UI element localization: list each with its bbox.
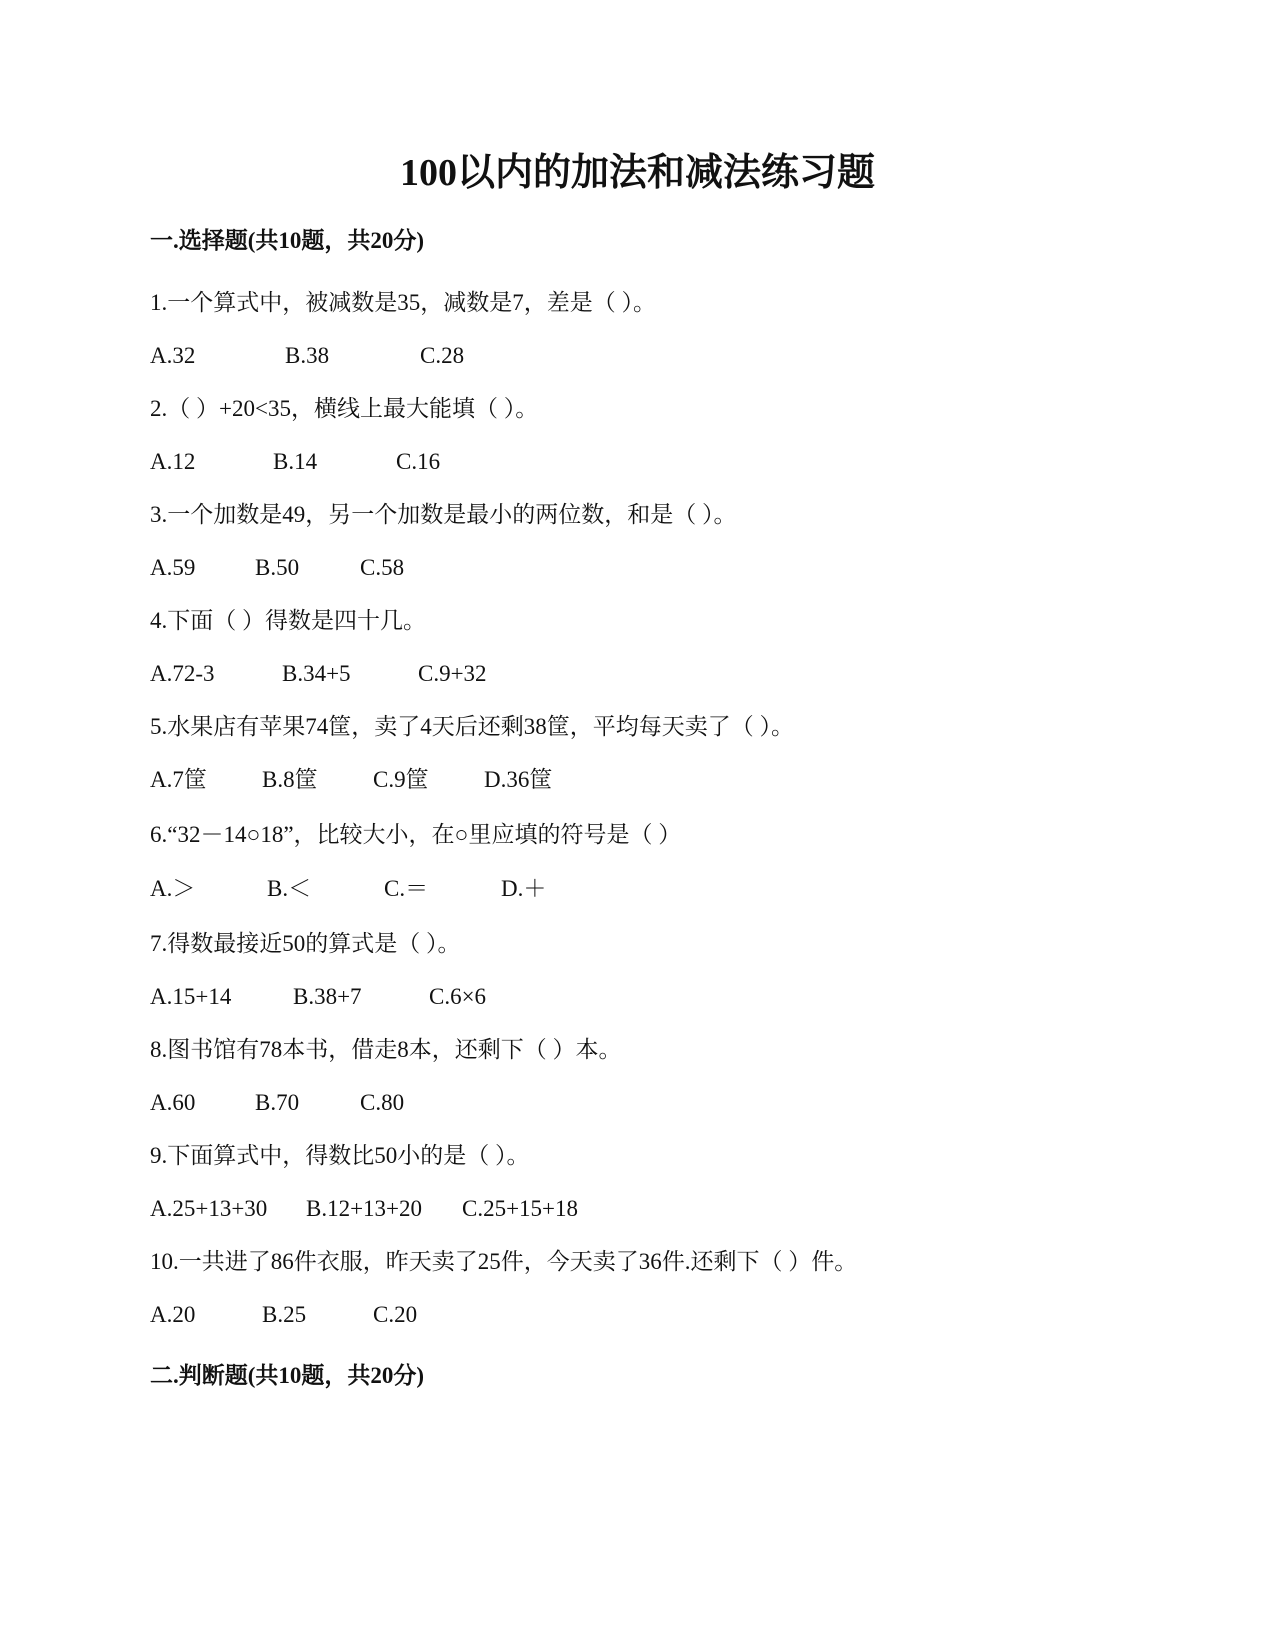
question-6: 6.“32－14○18”，比较大小，在○里应填的符号是（ ） xyxy=(150,822,682,847)
option-c: C.25+15+18 xyxy=(462,1196,579,1221)
option-b: B.8筐 xyxy=(262,767,318,792)
option-c: C.6×6 xyxy=(429,984,487,1009)
option-b: B.50 xyxy=(255,555,300,580)
question-3: 3.一个加数是49，另一个加数是最小的两位数，和是（ ）。 xyxy=(150,502,737,527)
question-5: 5.水果店有苹果74筐，卖了4天后还剩38筐，平均每天卖了（ ）。 xyxy=(150,714,794,739)
section-heading-judgement: 二.判断题(共10题，共20分) xyxy=(150,1363,425,1388)
option-b: B.25 xyxy=(262,1302,307,1327)
question-4: 4.下面（ ）得数是四十几。 xyxy=(150,608,426,633)
option-a: A.72-3 xyxy=(150,661,215,686)
option-c: C.＝ xyxy=(384,876,429,901)
option-b: B.34+5 xyxy=(282,661,351,686)
page-title: 100以内的加法和减法练习题 xyxy=(399,152,875,194)
option-b: B.70 xyxy=(255,1090,300,1115)
question-8: 8.图书馆有78本书，借走8本，还剩下（ ）本。 xyxy=(150,1037,622,1062)
option-a: A.＞ xyxy=(150,876,196,901)
option-a: A.32 xyxy=(150,343,196,368)
option-c: C.9筐 xyxy=(373,767,429,792)
option-a: A.12 xyxy=(150,449,196,474)
question-7: 7.得数最接近50的算式是（ ）。 xyxy=(150,931,461,956)
question-9: 9.下面算式中，得数比50小的是（ ）。 xyxy=(150,1143,530,1168)
option-b: B.12+13+20 xyxy=(306,1196,423,1221)
option-c: C.80 xyxy=(360,1090,405,1115)
option-a: A.25+13+30 xyxy=(150,1196,268,1221)
option-c: C.16 xyxy=(396,449,441,474)
option-b: B.38 xyxy=(285,343,330,368)
option-b: B.＜ xyxy=(267,876,312,901)
question-10: 10.一共进了86件衣服，昨天卖了25件，今天卖了36件.还剩下（ ）件。 xyxy=(150,1249,858,1274)
question-2: 2.（ ）+20<35，横线上最大能填（ ）。 xyxy=(150,396,539,421)
section-heading-choice: 一.选择题(共10题，共20分) xyxy=(150,228,425,253)
option-b: B.14 xyxy=(273,449,318,474)
option-c: C.58 xyxy=(360,555,405,580)
option-c: C.20 xyxy=(373,1302,418,1327)
option-c: C.28 xyxy=(420,343,465,368)
option-b: B.38+7 xyxy=(293,984,362,1009)
option-a: A.20 xyxy=(150,1302,196,1327)
option-d: D.36筐 xyxy=(484,767,553,792)
option-d: D.＋ xyxy=(501,876,547,901)
question-1: 1.一个算式中，被减数是35，减数是7，差是（ ）。 xyxy=(150,290,656,315)
option-a: A.60 xyxy=(150,1090,196,1115)
option-a: A.59 xyxy=(150,555,196,580)
option-c: C.9+32 xyxy=(418,661,487,686)
option-a: A.15+14 xyxy=(150,984,232,1009)
option-a: A.7筐 xyxy=(150,767,207,792)
